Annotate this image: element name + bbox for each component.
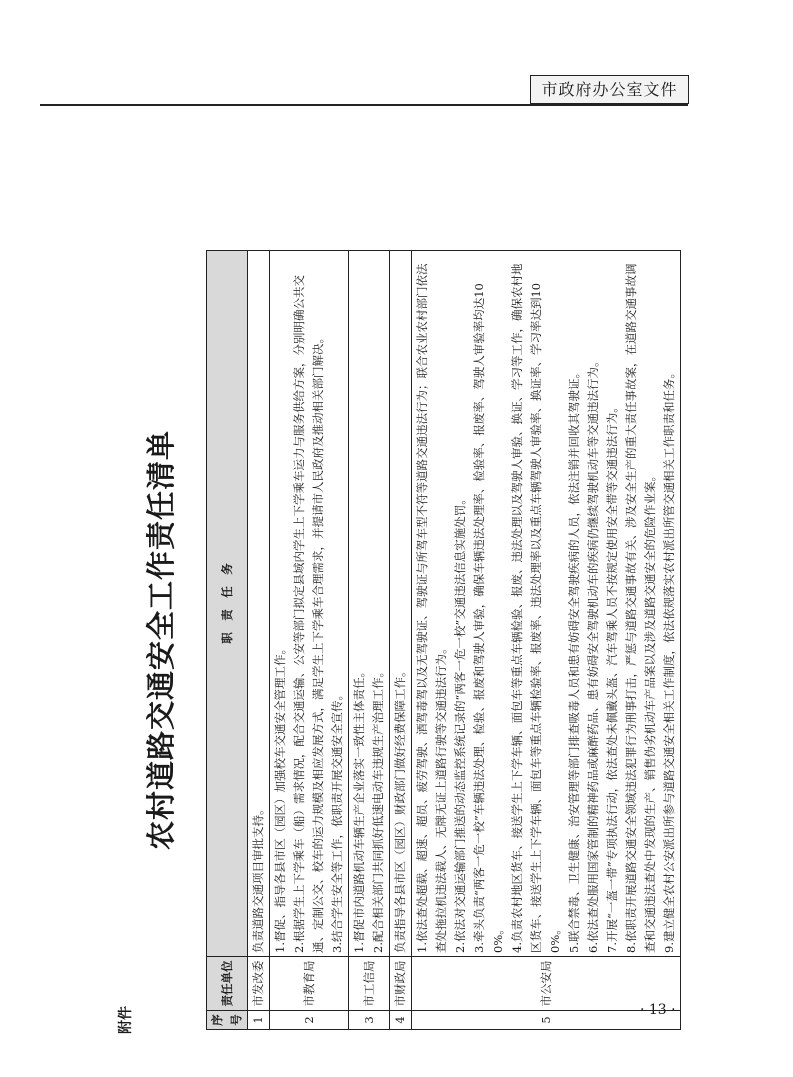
duty-item: 9.建立健全农村公安派出所参与道路交通安全相关工作制度，依法依规落实农村派出所管交通相关工作职责和任务。: [662, 367, 676, 953]
responsible-unit: 市工信局: [349, 957, 390, 1011]
table-row: [270, 251, 349, 1030]
duty-cell: [349, 251, 390, 957]
header-unit: 责任单位: [207, 957, 248, 1011]
row-number: 3: [349, 1011, 390, 1030]
duty-item: 1.督促、指导各县市区（园区）加强校车交通安全管理工作。: [273, 643, 287, 953]
duty-item: 1.依法查处超载、超速、超员、疲劳驾驶、酒驾毒驾以及无驾驶证、驾驶证与所驾车型不符等道路交通违法行为；联合农业农村部门依法查处拖拉机违法载人、无牌无证上道路行驶等交通违法行为。: [415, 263, 448, 953]
duty-cell: [248, 251, 270, 957]
duty-item: 4.负责农村地区货车、接送学生上下学车辆、面包车等重点车辆检验、报废、违法处理以及驾驶人审验、换证、学习等工作，确保农村地区货车、接送学生上下学车辆、面包车等重点车辆检验率、报废率、违法处理率以及重点车辆驾驶人审验率、换证率、学习率达到100%。: [510, 263, 562, 953]
duty-item: 3.结合学生安全等工作，依职责开展交通安全宣传。: [330, 689, 344, 953]
responsible-unit: 市教育局: [270, 957, 349, 1011]
header-badge: 市政府办公室文件: [530, 75, 689, 104]
page-number: · 13 ·: [640, 1002, 676, 1018]
header-no: 序号: [207, 1011, 248, 1030]
table-row: [412, 251, 681, 1030]
duty-item: 2.依法对交通运输部门推送的动态监控系统记录的“两客一危一校”交通违法信息实施处罚。: [453, 493, 467, 953]
row-number: 2: [270, 1011, 349, 1030]
row-number: 4: [390, 1011, 412, 1030]
responsibility-table: [206, 250, 681, 1030]
duty-item: 6.依法查处服用国家管制的精神药品或麻醉药品、患有妨碍安全驾驶机动车的疾病仍继续驾驶机动车等交通违法行为。: [586, 355, 600, 953]
header-duty: 职 责 任 务: [207, 251, 248, 957]
responsible-unit: 市财政局: [390, 957, 412, 1011]
table-header-row: [207, 251, 248, 1030]
header-rule: [40, 104, 688, 106]
duty-item: 2.根据学生上下学乘车（船）需求情况，配合交通运输、公安等部门拟定县域内学生上下学乘车运力与服务供给方案，分别明确公共交通、定制公交、校车的运力规模及相应发展方式，满足学生上下学乘车合理需求，并提请市人民政府及推动相关部门解决。: [292, 275, 325, 953]
table-row: [248, 251, 270, 1030]
duty-item: 8.依职责开展道路交通安全领域违法犯罪行为刑事打击，严惩与道路交通事故有关、涉及安全生产的重大责任事故案，在道路交通事故调查和交通违法查处中发现的生产、销售伪劣机动车产品案以及涉及道路交通安全的危险作业案。: [624, 263, 657, 953]
responsible-unit: 市发改委: [248, 957, 270, 1011]
row-number: 1: [248, 1011, 270, 1030]
table-row: [349, 251, 390, 1030]
responsible-unit: 市公安局: [412, 957, 681, 1011]
duty-item: 1.督促市内道路机动车辆生产企业落实一致性主体责任。: [352, 666, 366, 953]
duty-item: 负责道路交通项目审批支持。: [251, 803, 265, 953]
duty-cell: [412, 251, 681, 957]
duty-item: 负责指导各县市区（园区）财政部门做好经费保障工作。: [393, 665, 407, 953]
duty-item: 5.联合禁毒、卫生健康、治安管理等部门排查吸毒人员和患有妨碍安全驾驶疾病的人员，依法注销并回收其驾驶证。: [567, 367, 581, 953]
document-title: 农村道路交通安全工作责任清单: [144, 430, 178, 851]
duty-item: 3.牵头负责“两客一危一校”车辆违法处理、检验、报废和驾驶人审验，确保车辆违法处理率、检验率、报废率、驾驶人审验率均达100%。: [472, 283, 505, 953]
row-number: 5: [412, 1011, 681, 1030]
duty-item: 7.开展“一盔一带”专项执法行动，依法查处未佩戴头盔、汽车驾乘人员不按规定使用安全带等交通违法行为。: [605, 401, 619, 953]
duty-item: 2.配合相关部门共同抓好低速电动车违规生产治理工作。: [371, 666, 385, 953]
duty-cell: [390, 251, 412, 957]
duty-cell: [270, 251, 349, 957]
table-row: [390, 251, 412, 1030]
attachment-label: 附件: [118, 1006, 134, 1034]
